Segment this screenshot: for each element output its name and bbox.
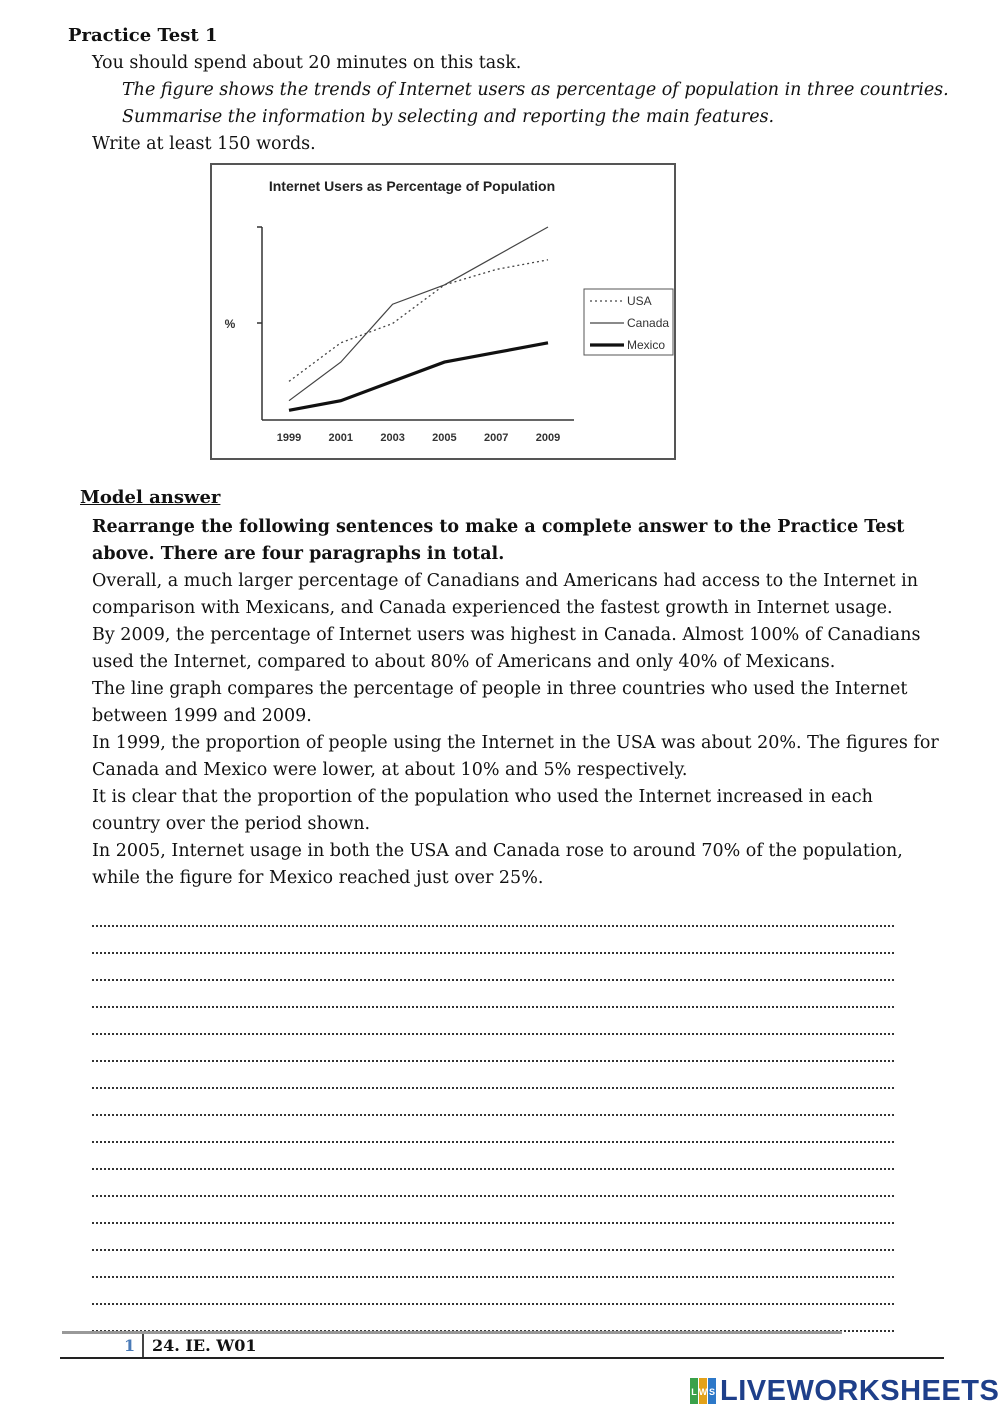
- answer-line[interactable]: [92, 1008, 894, 1035]
- sentence-item[interactable]: In 1999, the proportion of people using the Internet in the USA was about 20%. The figures for Canada and Mexico were lower, at about 10% and 5% respectively.: [92, 733, 939, 780]
- model-instructions: Rearrange the following sentences to make a complete answer to the Practice Test above. There are four paragraphs in total.: [92, 517, 905, 564]
- answer-line[interactable]: [92, 981, 894, 1008]
- chart-legend: [584, 289, 673, 355]
- series-line-canada: [289, 227, 548, 401]
- answer-line[interactable]: [92, 1089, 894, 1116]
- sentence-item[interactable]: In 2005, Internet usage in both the USA and Canada rose to around 70% of the population, while the figure for Mexico reached just over 25%.: [92, 841, 903, 888]
- sentence-item[interactable]: The line graph compares the percentage of people in three countries who used the Internet between 1999 and 2009.: [92, 679, 908, 726]
- x-tick-label-2001: 2001: [328, 432, 354, 444]
- chart-svg: [212, 165, 674, 458]
- answer-line[interactable]: [92, 1224, 894, 1251]
- x-tick-label-2007: 2007: [483, 432, 509, 444]
- footer-rule-bottom: [60, 1357, 944, 1359]
- svg-text:W: W: [698, 1387, 708, 1397]
- answer-line[interactable]: [92, 900, 894, 927]
- answer-line[interactable]: [92, 927, 894, 954]
- chart-title: Internet Users as Percentage of Population: [268, 178, 556, 194]
- answer-line[interactable]: [92, 1278, 894, 1305]
- answer-line[interactable]: [92, 1305, 894, 1332]
- liveworksheets-logo-icon: [690, 1378, 716, 1404]
- legend-label-mexico: Mexico: [627, 338, 666, 352]
- answer-line[interactable]: [92, 1116, 894, 1143]
- answer-line[interactable]: [92, 1197, 894, 1224]
- word-count-note: Write at least 150 words.: [92, 134, 316, 154]
- legend-label-usa: USA: [627, 294, 652, 308]
- task-prompt-2: Summarise the information by selecting and reporting the main features.: [122, 107, 775, 127]
- x-tick-label-2005: 2005: [432, 432, 457, 444]
- page-number: 1: [124, 1336, 136, 1355]
- footer-rule-top: [62, 1331, 842, 1334]
- answer-lines: [92, 900, 894, 1332]
- answer-line[interactable]: [92, 1170, 894, 1197]
- x-tick-label-1999: 1999: [276, 432, 302, 444]
- x-tick-label-2009: 2009: [535, 432, 561, 444]
- answer-line[interactable]: [92, 1143, 894, 1170]
- legend-label-canada: Canada: [627, 316, 670, 330]
- footer-separator: [142, 1334, 144, 1358]
- answer-line[interactable]: [92, 954, 894, 981]
- svg-text:L: L: [691, 1387, 697, 1397]
- y-axis-label: %: [224, 317, 236, 331]
- series-line-usa: [289, 260, 548, 382]
- svg-text:S: S: [708, 1387, 716, 1397]
- answer-line[interactable]: [92, 1035, 894, 1062]
- series-line-mexico: [289, 343, 548, 411]
- page-title: Practice Test 1: [68, 25, 218, 46]
- sentence-item[interactable]: Overall, a much larger percentage of Canadians and Americans had access to the Internet in comparison with Mexicans, and Canada experienced the fastest growth in Internet usage.: [92, 571, 919, 618]
- time-note: You should spend about 20 minutes on this task.: [92, 53, 522, 73]
- answer-line[interactable]: [92, 1251, 894, 1278]
- sentence-item[interactable]: It is clear that the proportion of the population who used the Internet increased in each country over the period shown.: [92, 787, 873, 834]
- brand-name: LIVEWORKSHEETS: [720, 1374, 1000, 1407]
- sentence-item[interactable]: By 2009, the percentage of Internet users was highest in Canada. Almost 100% of Canadians used the Internet, compared to about 80% of Americans and only 40% of Mexicans.: [92, 625, 921, 672]
- model-answer-heading: Model answer: [80, 487, 221, 508]
- line-chart: [210, 163, 676, 460]
- task-prompt-1: The figure shows the trends of Internet users as percentage of population in three countries.: [122, 80, 949, 100]
- x-tick-labels: [277, 432, 560, 444]
- sentence-list: [92, 568, 942, 892]
- document-code: 24. IE. W01: [152, 1336, 257, 1355]
- x-tick-label-2003: 2003: [380, 432, 405, 444]
- liveworksheets-brand[interactable]: [690, 1374, 999, 1408]
- series-layer: [289, 227, 548, 410]
- answer-line[interactable]: [92, 1062, 894, 1089]
